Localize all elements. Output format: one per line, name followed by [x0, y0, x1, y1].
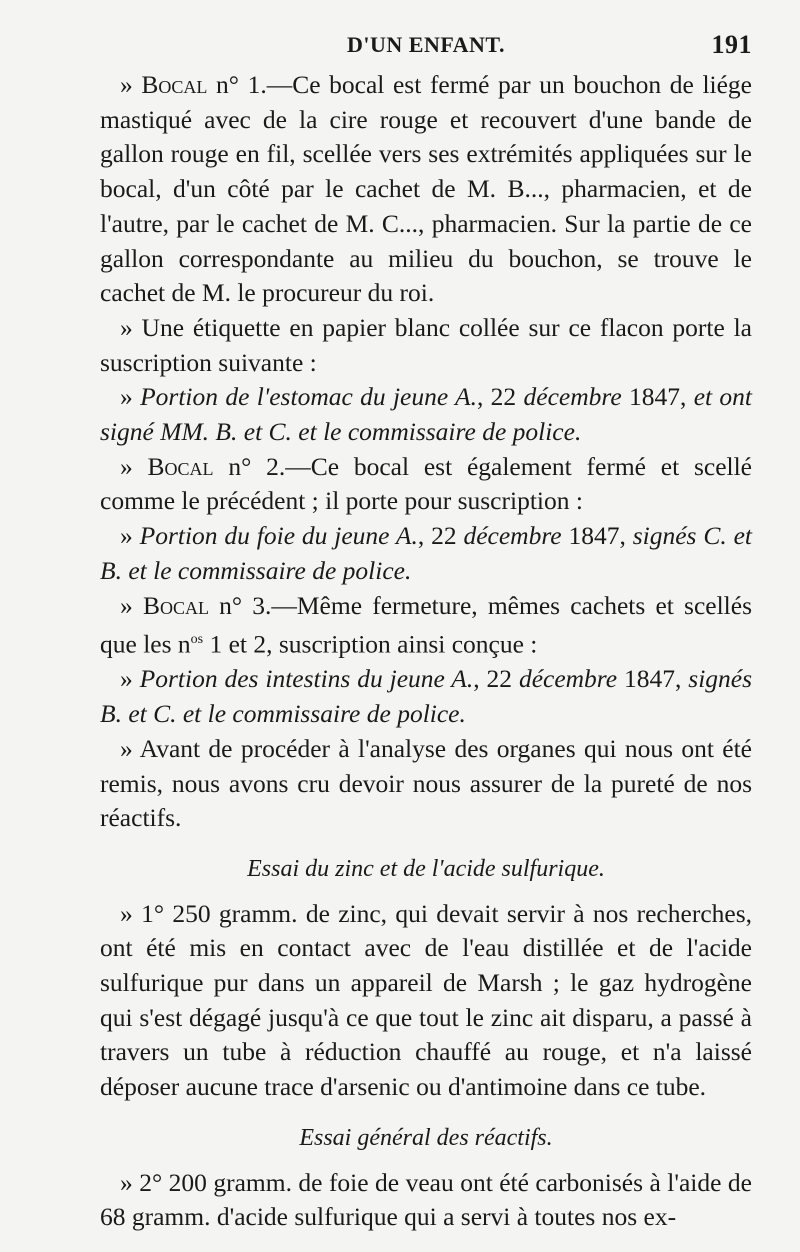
paragraph-bocal-1: » Bocal n° 1.—Ce bocal est fermé par un bouchon de liége mastiqué avec de la cire rouge et recouvert d'une bande de gallon rouge en fil, scellée vers ses extrémités appliquées sur le bocal, d'un côté par le cachet de M. B..., pharmacien, et de l'autre, par le cachet de M. C..., pharmacien. Sur la partie de ce gallon correspondante au milieu du bouchon, se trouve le cachet de M. le procureur du roi.: [100, 70, 753, 308]
paragraph-essai-zinc: » 1° 250 gramm. de zinc, qui devait servir à nos recherches, ont été mis en contact avec de l'eau distillée et de l'acide sulfurique pur dans un appareil de Marsh ; le gaz hydrogène qui s'est dégagé jusqu'à ce que tout le zinc ait disparu, a passé à travers un tube à réduction chauffé au rouge, et n'a laissé déposer aucune trace d'arsenic ou d'antimoine dans ce tube.: [100, 898, 752, 1102]
paragraph-essai-reactifs: » 2° 200 gramm. de foie de veau ont été carbonisés à l'aide de 68 gramm. d'acide sulfurique qui a servi à toutes nos ex-: [100, 1167, 752, 1232]
quote-foie: » Portion du foie du jeune A., 22 décembre 1847, signés C. et B. et le commissaire de police.: [100, 521, 753, 585]
section-heading-reactifs: Essai général des réactifs.: [299, 1124, 553, 1151]
paragraph-avant-analyse: » Avant de procéder à l'analyse des organes qui nous ont été remis, nous avons cru devoir nous assurer de la pureté de nos réactifs.: [100, 733, 752, 833]
quote-estomac: » Portion de l'estomac du jeune A., 22 décembre 1847, et ont signé MM. B. et C. et le commissaire de police.: [100, 382, 752, 447]
page-header: [100, 28, 752, 68]
running-title: D'UN ENFANT.: [347, 32, 505, 57]
paragraph-bocal-3: » Bocal n° 3.—Même fermeture, mêmes cachets et scellés que les $n^{os}$ 1 et 2, suscription ainsi conçue :: [100, 590, 753, 659]
quote-intestins: » Portion des intestins du jeune A., 22 décembre 1847, signés B. et C. et le commissaire de police.: [100, 664, 753, 729]
page-number: 191: [711, 30, 752, 59]
section-heading-zinc: Essai du zinc et de l'acide sulfurique.: [247, 855, 605, 882]
paragraph-bocal-2: » Bocal n° 2.—Ce bocal est également fermé et scellé comme le précédent ; il porte pour suscription :: [100, 451, 752, 516]
paragraph-etiquette: » Une étiquette en papier blanc collée sur ce flacon porte la suscription suivante :: [100, 312, 752, 377]
body-text: [100, 68, 752, 1235]
